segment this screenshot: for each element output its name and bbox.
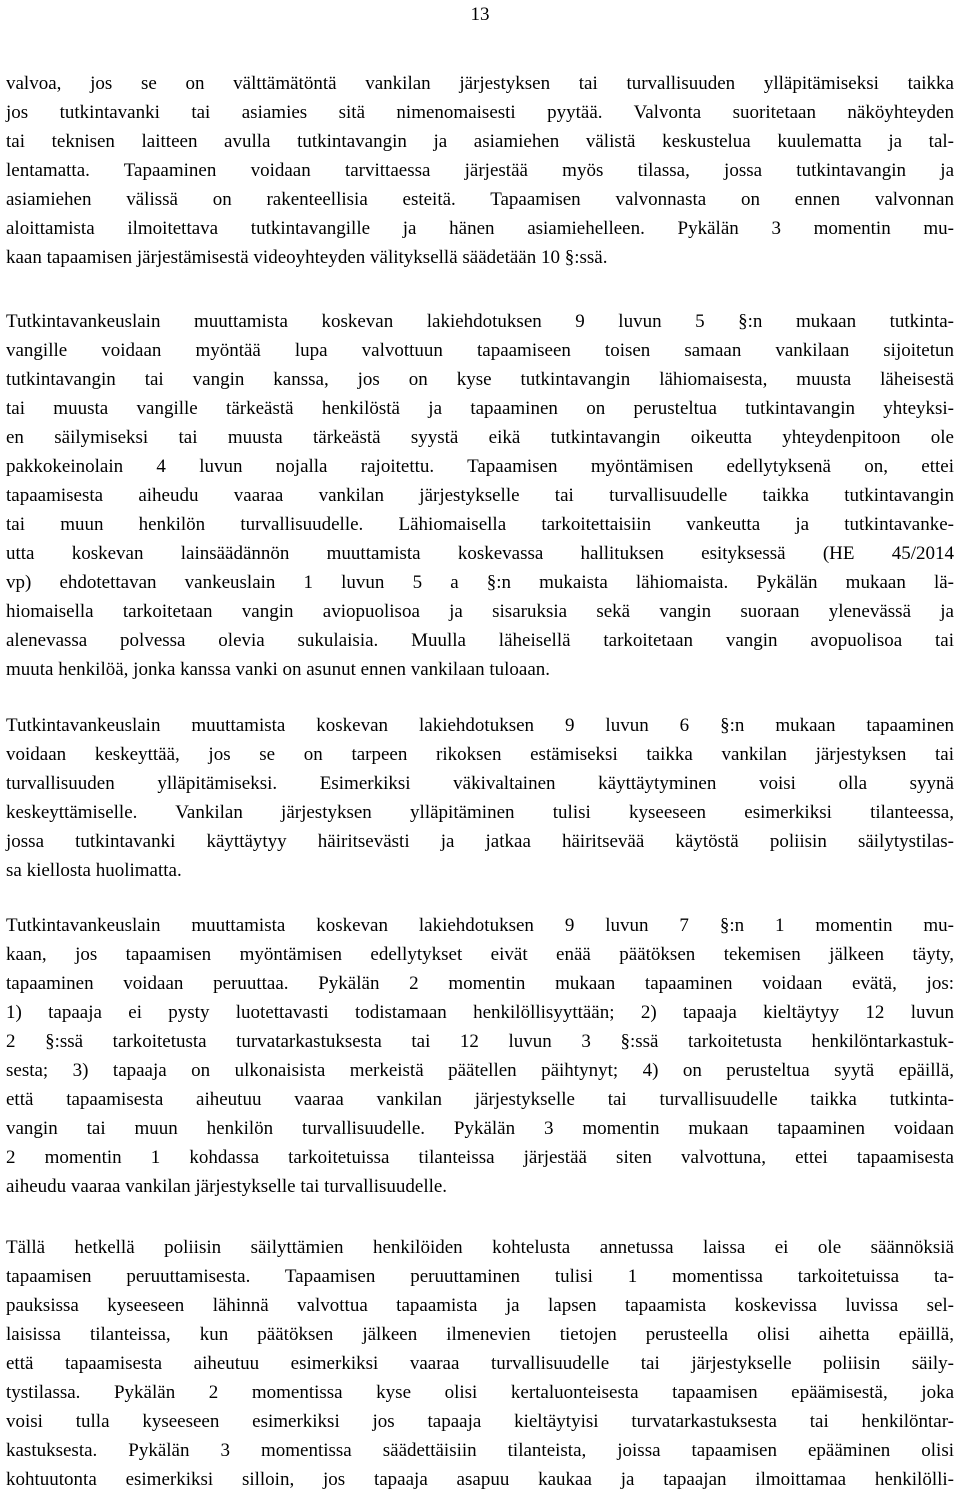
- paragraph-line: jos tutkintavanki tai asiamies sitä nimenomaisesti pyytää. Valvonta suoritetaan näköyhteyden: [6, 102, 954, 123]
- paragraph-line: että tapaamisesta aiheutuu esimerkiksi vaaraa turvallisuudelle tai järjestykselle poliisin säily-: [6, 1353, 954, 1374]
- paragraph-line: tystilassa. Pykälän 2 momentissa kyse olisi kertaluonteisesta tapaamisen epäämisestä, joka: [6, 1382, 954, 1403]
- paragraph-line: en säilymiseksi tai muusta tärkeästä syystä eikä tutkintavangin oikeutta yhteydenpitoon ole: [6, 427, 954, 448]
- paragraph-line: Tutkintavankeuslain muuttamista koskevan lakiehdotuksen 9 luvun 6 §:n mukaan tapaaminen: [6, 715, 954, 736]
- paragraph-line: 1) tapaaja ei pysty luotettavasti todistamaan henkilöllisyyttään; 2) tapaaja kieltäytyy 12 luvun: [6, 1002, 954, 1023]
- paragraph-line: Tällä hetkellä poliisin säilyttämien henkilöiden kohtelusta annetussa laissa ei ole säännöksiä: [6, 1237, 954, 1258]
- paragraph-line: että tapaamisesta aiheutuu vaaraa vankilan järjestykselle tai turvallisuudelle taikka tutkinta-: [6, 1089, 954, 1110]
- paragraph-line: tai muun henkilön turvallisuudelle. Lähiomaisella tarkoitettaisiin vankeutta ja tutkintavanke-: [6, 514, 954, 535]
- paragraph-line: aloittamista ilmoitettava tutkintavangille ja hänen asiamiehelleen. Pykälän 3 momentin mu-: [6, 218, 954, 239]
- paragraph-line: 2 momentin 1 kohdassa tarkoitetuissa tilanteissa järjestää siten valvottuna, ettei tapaamisesta: [6, 1147, 954, 1168]
- paragraph-line: muuta henkilöä, jonka kanssa vanki on asunut ennen vankilaan tuloaan.: [6, 659, 550, 680]
- paragraph-line: sesta; 3) tapaaja on ulkonaisista merkeistä päätellen päihtynyt; 4) on perusteltua syytä epäillä,: [6, 1060, 954, 1081]
- paragraph-line: tutkintavangin tai vangin kanssa, jos on kyse tutkintavangin lähiomaisesta, muusta läheisestä: [6, 369, 954, 390]
- paragraph: [6, 711, 954, 885]
- paragraph-line: kastuksesta. Pykälän 3 momentissa säädettäisiin tilanteista, joissa tapaamisen epääminen olisi: [6, 1440, 954, 1461]
- paragraph-line: alenevassa polvessa olevia sukulaisia. Muulla läheisellä tarkoitetaan vangin avopuolisoa tai: [6, 630, 954, 651]
- paragraph-line: vp) ehdotettavan vankeuslain 1 luvun 5 a §:n mukaista lähiomaista. Pykälän mukaan lä-: [6, 572, 954, 593]
- paragraph-line: kohtuutonta esimerkiksi silloin, jos tapaaja asapuu kaukaa ja tapaajan ilmoittamaa henkilölli-: [6, 1469, 954, 1490]
- paragraph: [6, 1233, 954, 1494]
- paragraph-line: pakkokeinolain 4 luvun nojalla rajoitettu. Tapaamisen myöntämisen edellytyksenä on, ettei: [6, 456, 954, 477]
- paragraph-line: lentamatta. Tapaaminen voidaan tarvittaessa järjestää myös tilassa, jossa tutkintavangin ja: [6, 160, 954, 181]
- paragraph-line: tapaamisen peruuttamisesta. Tapaamisen peruuttaminen tulisi 1 momentissa tarkoitetuissa ta-: [6, 1266, 954, 1287]
- paragraph-line: kaan, jos tapaamisen myöntämisen edellytykset eivät enää päätöksen tekemisen jälkeen täyty,: [6, 944, 954, 965]
- paragraph-line: laisissa tilanteissa, kun päätöksen jälkeen ilmenevien tietojen perusteella olisi aihetta epäillä,: [6, 1324, 954, 1345]
- paragraph-line: aiheudu vaaraa vankilan järjestykselle tai turvallisuudelle.: [6, 1176, 448, 1197]
- paragraph: [6, 69, 954, 272]
- paragraph-line: tapaamisesta aiheudu vaaraa vankilan järjestykselle tai turvallisuudelle taikka tutkintavangin: [6, 485, 954, 506]
- paragraph-line: voisi tulla kyseeseen esimerkiksi jos tapaaja kieltäytyisi turvatarkastuksesta tai henkilöntar-: [6, 1411, 954, 1432]
- paragraph-line: Tutkintavankeuslain muuttamista koskevan lakiehdotuksen 9 luvun 5 §:n mukaan tutkinta-: [6, 311, 954, 332]
- paragraph-line: Tutkintavankeuslain muuttamista koskevan lakiehdotuksen 9 luvun 7 §:n 1 momentin mu-: [6, 915, 954, 936]
- paragraph-line: tai muusta vangille tärkeästä henkilöstä ja tapaaminen on perusteltua tutkintavangin yhteyksi-: [6, 398, 954, 419]
- paragraph-line: turvallisuuden ylläpitämiseksi. Esimerkiksi väkivaltainen käyttäytyminen voisi olla syynä: [6, 773, 954, 794]
- paragraph-line: jossa tutkintavanki käyttäytyy häiritsevästi ja jatkaa häiritsevää käytöstä poliisin säilytystilas-: [6, 831, 954, 852]
- paragraph-line: utta koskevan lainsäädännön muuttamista koskevassa hallituksen esityksessä (HE 45/2014: [6, 543, 954, 564]
- paragraph-line: vangin tai muun henkilön turvallisuudelle. Pykälän 3 momentin mukaan tapaaminen voidaan: [6, 1118, 954, 1139]
- paragraph-line: keskeyttämiselle. Vankilan järjestyksen ylläpitäminen tulisi kyseeseen esimerkiksi tilanteessa,: [6, 802, 954, 823]
- paragraph-line: 2 §:ssä tarkoitetusta turvatarkastuksesta tai 12 luvun 3 §:ssä tarkoitetusta henkilöntarkastuk-: [6, 1031, 954, 1052]
- paragraph-line: tai teknisen laitteen avulla tutkintavangin ja asiamiehen välistä keskustelua kuulematta ja tal-: [6, 131, 954, 152]
- paragraph-line: asiamiehen välissä on rakenteellisia esteitä. Tapaamisen valvonnasta on ennen valvonnan: [6, 189, 954, 210]
- paragraph-line: voidaan keskeyttää, jos se on tarpeen rikoksen estämiseksi taikka vankilan järjestyksen tai: [6, 744, 954, 765]
- paragraph-line: hiomaisella tarkoitetaan vangin aviopuolisoa ja sisaruksia sekä vangin suoraan ylenevässä ja: [6, 601, 954, 622]
- paragraph-line: sa kiellosta huolimatta.: [6, 860, 182, 881]
- paragraph-line: vangille voidaan myöntää lupa valvottuun tapaamiseen toisen samaan vankilaan sijoitetun: [6, 340, 954, 361]
- paragraph: [6, 307, 954, 684]
- paragraph-line: kaan tapaamisen järjestämisestä videoyhteyden välityksellä säädetään 10 §:ssä.: [6, 247, 608, 268]
- paragraph-line: pauksissa kyseeseen lähinnä valvottua tapaamista ja lapsen tapaamista koskevissa luvissa sel-: [6, 1295, 954, 1316]
- paragraph: [6, 911, 954, 1201]
- paragraph-line: tapaaminen voidaan peruuttaa. Pykälän 2 momentin mukaan tapaaminen voidaan evätä, jos:: [6, 973, 954, 994]
- paragraph-line: valvoa, jos se on välttämätöntä vankilan järjestyksen tai turvallisuuden ylläpitämiseksi taikka: [6, 73, 954, 94]
- page-number: 13: [470, 4, 490, 25]
